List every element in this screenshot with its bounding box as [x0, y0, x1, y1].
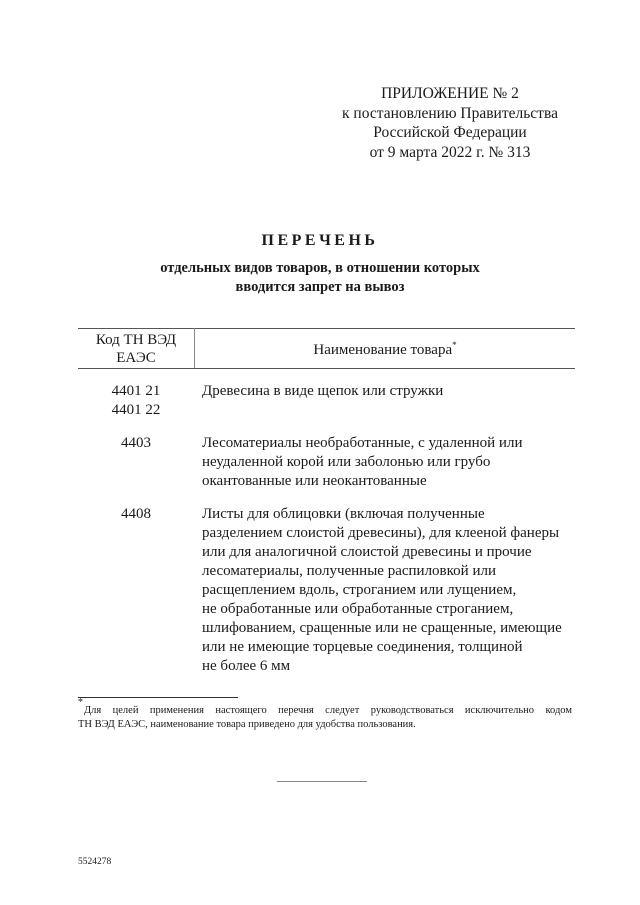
subtitle-line-2: вводится запрет на вывоз [235, 279, 405, 295]
product-name-line: не обработанные или обработанные строганием, [202, 601, 514, 617]
table-row-name [202, 505, 582, 676]
appendix-authority: Российской Федерации [373, 124, 527, 141]
column-header-code-line-1: Код ТН ВЭД [95, 332, 177, 348]
footnote-line-2: ТН ВЭД ЕАЭС, наименование товара приведено для удобства пользования. [78, 719, 416, 730]
hs-code: 4408 [121, 506, 151, 522]
document-subtitle [100, 259, 540, 297]
hs-code: 4403 [121, 435, 151, 451]
product-name-line: неудаленной корой или заболонью или грубо [202, 454, 491, 470]
footnote-mark: * [78, 697, 83, 708]
footnote-separator [78, 697, 238, 698]
table-top-rule [78, 328, 575, 329]
product-name-line: расщеплением вдоль, строганием или лущением, [202, 582, 517, 598]
appendix-header [330, 84, 570, 162]
column-header-name-text: Наименование товара [313, 342, 453, 358]
product-name-line: Лесоматериалы необработанные, с удаленной или [202, 435, 523, 451]
product-name-line: или не имеющие торцевые соединения, толщиной [202, 639, 523, 655]
product-name-line: Древесина в виде щепок или стружки [202, 383, 444, 399]
end-of-list-rule [277, 781, 367, 782]
column-header-name [195, 340, 575, 359]
footnote-reference-mark: * [452, 340, 457, 350]
column-header-code [78, 331, 194, 367]
table-row-code [78, 434, 194, 453]
product-name-line: не более 6 мм [202, 658, 291, 674]
table-row-code [78, 505, 194, 524]
column-header-code-line-2: ЕАЭС [116, 350, 156, 366]
product-name-line: окантованные или неокантованные [202, 473, 427, 489]
document-title: ПЕРЕЧЕНЬ [261, 232, 379, 249]
appendix-number: ПРИЛОЖЕНИЕ № 2 [381, 85, 519, 102]
document-number: 5524278 [78, 857, 112, 867]
hs-code: 4401 21 [111, 383, 161, 399]
table-row-name [202, 382, 582, 401]
product-name-line: шлифованием, сращенные или не сращенные, имеющие [202, 620, 562, 636]
product-name-line: Листы для облицовки (включая полученные [202, 506, 485, 522]
product-name-line: или для аналогичной слоистой древесины и прочие [202, 544, 532, 560]
product-name-line: разделением слоистой древесины), для клееной фанеры [202, 525, 560, 541]
subtitle-line-1: отдельных видов товаров, в отношении которых [160, 260, 480, 276]
footnote-line-1: Для целей применения настоящего перечня следует руководствоваться исключительно кодом [84, 705, 572, 716]
product-name-line: лесоматериалы, полученные распиловкой или [202, 563, 496, 579]
table-row-code [78, 382, 194, 420]
appendix-date-number: от 9 марта 2022 г. № 313 [369, 143, 531, 161]
footnote-text [78, 704, 572, 732]
hs-code: 4401 22 [111, 402, 161, 418]
table-header-bottom-rule [78, 368, 575, 369]
appendix-reference: к постановлению Правительства [342, 104, 558, 122]
table-row-name [202, 434, 582, 491]
